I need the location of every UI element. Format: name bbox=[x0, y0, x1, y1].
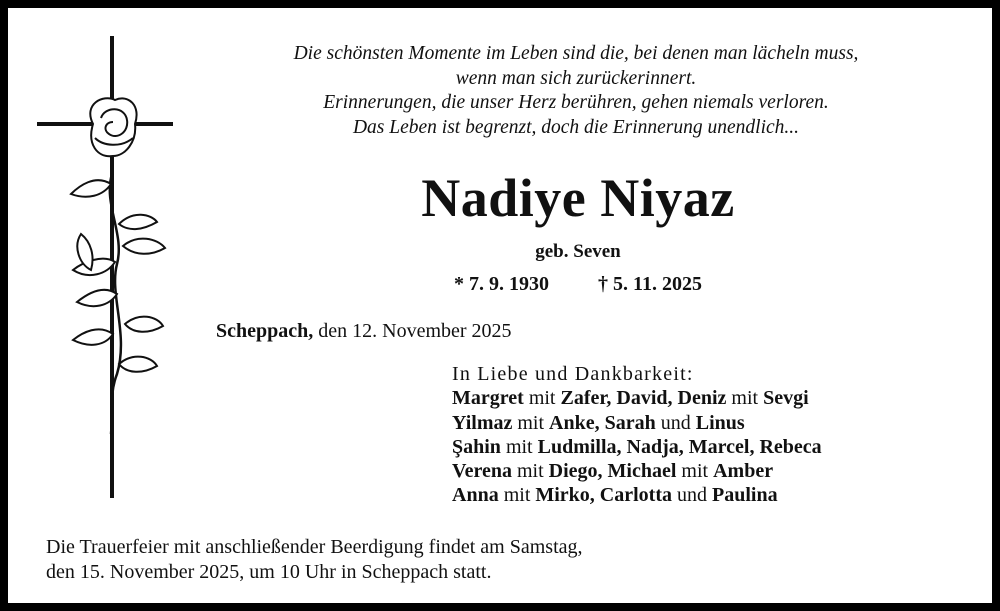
family-names: Mirko, Carlotta bbox=[535, 484, 673, 507]
family-line bbox=[452, 459, 822, 483]
family-names: Margret bbox=[452, 387, 524, 410]
footer-line: den 15. November 2025, um 10 Uhr in Scheppach statt. bbox=[46, 561, 492, 583]
family-names: Amber bbox=[713, 460, 774, 483]
connector-text: mit bbox=[498, 484, 536, 507]
place: Scheppach, bbox=[216, 320, 314, 342]
place-date bbox=[216, 320, 512, 343]
family-line bbox=[452, 483, 822, 507]
deceased-name: Nadiye Niyaz bbox=[421, 168, 735, 228]
obituary-card bbox=[8, 8, 992, 603]
birth-date: * 7. 9. 1930 bbox=[454, 273, 550, 295]
family-line bbox=[452, 435, 822, 459]
family-names: Diego, Michael bbox=[548, 460, 677, 483]
family-names: Paulina bbox=[712, 484, 778, 507]
quote-line: wenn man sich zurückerinnert. bbox=[455, 67, 697, 89]
connector-text: mit bbox=[500, 435, 538, 458]
birth-name: geb. Seven bbox=[535, 241, 621, 262]
family-list bbox=[452, 362, 822, 508]
connector-text: mit bbox=[726, 387, 764, 410]
life-dates bbox=[308, 273, 848, 296]
quote-line: Erinnerungen, die unser Herz berühren, gehen niemals verloren. bbox=[323, 92, 829, 113]
family-names: Ludmilla, Nadja, Marcel, Rebeca bbox=[537, 435, 822, 458]
family-line bbox=[452, 386, 822, 410]
connector-text: und bbox=[672, 484, 713, 507]
family-intro: In Liebe und Dankbarkeit: bbox=[452, 363, 694, 385]
family-names: Sevgi bbox=[763, 387, 809, 410]
footer-line: Die Trauerfeier mit anschließender Beerdigung findet am Samstag, bbox=[46, 536, 583, 558]
connector-text: mit bbox=[676, 460, 714, 483]
family-names: Anna bbox=[452, 484, 499, 507]
family-names: Anke, Sarah bbox=[549, 411, 656, 434]
memorial-quote bbox=[198, 42, 954, 140]
family-names: Zafer, David, Deniz bbox=[560, 387, 727, 410]
funeral-notice bbox=[46, 535, 583, 585]
quote-line: Die schönsten Momente im Leben sind die, bei denen man lächeln muss, bbox=[293, 43, 859, 64]
cross-with-rose-icon bbox=[33, 34, 183, 504]
family-names: Şahin bbox=[452, 435, 501, 458]
family-names: Linus bbox=[695, 411, 745, 434]
date: den 12. November 2025 bbox=[313, 320, 512, 342]
quote-line: Das Leben ist begrenzt, doch die Erinnerung unendlich... bbox=[352, 116, 800, 138]
family-names: Verena bbox=[452, 460, 512, 483]
connector-text: mit bbox=[512, 460, 549, 483]
death-date: † 5. 11. 2025 bbox=[598, 273, 702, 295]
family-names: Yilmaz bbox=[452, 411, 513, 434]
connector-text: mit bbox=[523, 387, 561, 410]
connector-text: und bbox=[655, 411, 696, 434]
connector-text: mit bbox=[512, 411, 550, 434]
family-line bbox=[452, 411, 822, 435]
